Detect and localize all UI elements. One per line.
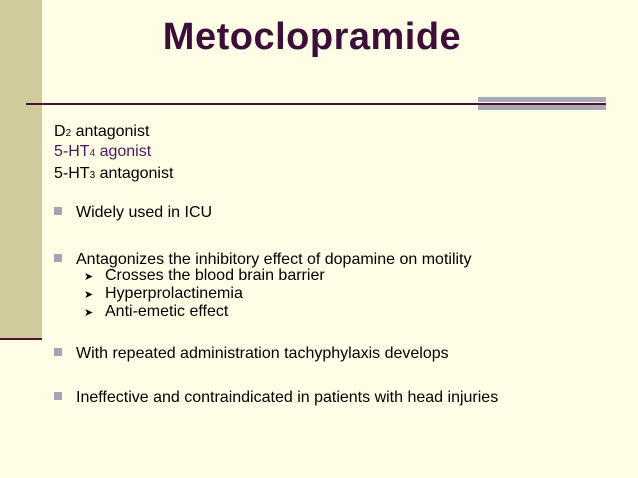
intro-base: 5-HT [54,143,90,160]
intro-subscript: 4 [89,148,96,159]
bullet-item [54,344,449,363]
intro-line-5ht4 [54,142,151,161]
accent-bar-top [478,97,606,102]
bullet-text: Ineffective and contraindicated in patients with head injuries [76,389,499,406]
sub-bullet-text: Crosses the blood brain barrier [105,267,325,284]
accent-bar-bottom [478,105,606,110]
intro-line-5ht3 [54,164,173,183]
intro-rest: agonist [95,143,152,160]
intro-base: D [54,123,66,140]
intro-rest: antagonist [95,165,174,182]
bullet-item [54,203,212,222]
sub-bullet-text: Hyperprolactinemia [105,285,243,302]
bullet-text: Widely used in ICU [76,204,213,221]
sub-bullet-text: Anti-emetic effect [105,303,229,320]
square-bullet-icon [54,207,62,215]
square-bullet-icon [54,348,62,356]
bullet-item [54,388,498,407]
bullet-text: Antagonizes the inhibitory effect of dopamine on motility [76,251,472,268]
intro-subscript: 3 [89,170,96,181]
side-band [0,0,42,340]
intro-subscript: 2 [65,128,72,139]
arrowhead-bullet-icon: ➤ [84,307,94,319]
bullet-text: With repeated administration tachyphylaxis develops [76,345,449,362]
intro-line-d2 [54,122,149,141]
sub-bullet-item [84,285,243,304]
square-bullet-icon [54,254,62,262]
intro-base: 5-HT [54,165,90,182]
sub-bullet-item [84,267,325,286]
slide-title: Metoclopramide [162,16,462,58]
side-band-base-line [0,338,42,340]
square-bullet-icon [54,392,62,400]
intro-rest: antagonist [71,123,150,140]
sub-bullet-item [84,303,228,322]
arrowhead-bullet-icon: ➤ [84,289,94,301]
arrowhead-bullet-icon: ➤ [84,271,94,283]
